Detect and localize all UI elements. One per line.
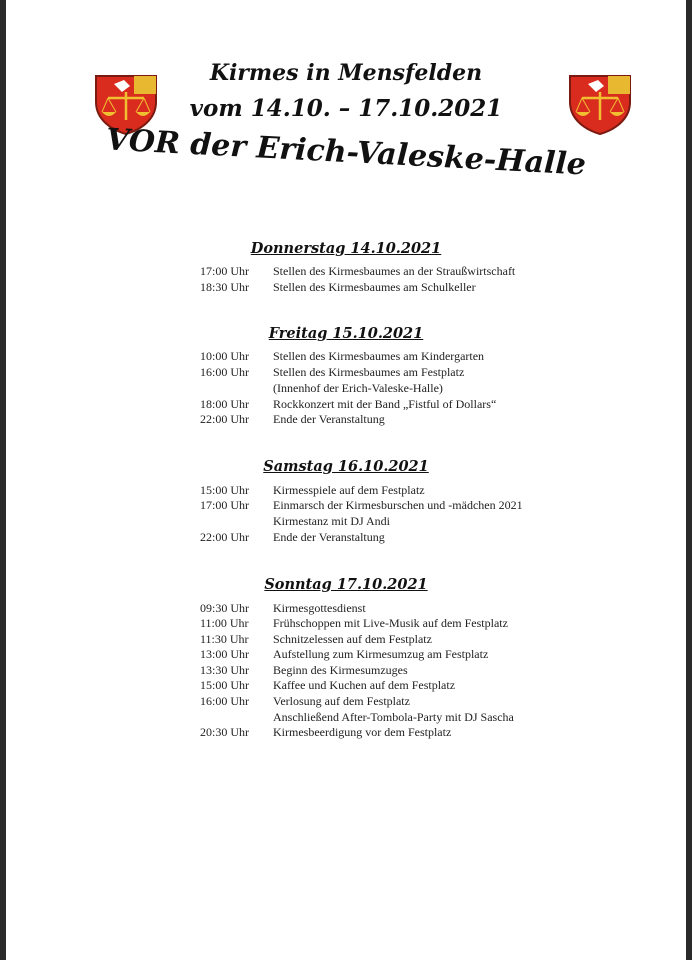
schedule-row	[6, 513, 686, 529]
schedule-time: 17:00 Uhr	[200, 264, 249, 278]
day-heading-friday: Freitag 15.10.2021	[268, 325, 424, 342]
schedule-text: Stellen des Kirmesbaumes am Kindergarten	[273, 349, 485, 363]
schedule-text: (Innenhof der Erich-Valeske-Halle)	[273, 381, 443, 395]
schedule-row	[6, 615, 686, 631]
schedule-text: Rockkonzert mit der Band „Fistful of Dollars“	[273, 397, 497, 411]
schedule-text: Verlosung auf dem Festplatz	[273, 694, 410, 708]
schedule-text: Anschließend After-Tombola-Party mit DJ Sascha	[273, 710, 514, 724]
schedule-row	[6, 279, 686, 295]
schedule-row	[6, 693, 686, 709]
title-line-2: vom 14.10. – 17.10.2021	[189, 95, 503, 122]
schedule-text: Einmarsch der Kirmesburschen und -mädchen 2021	[273, 498, 523, 512]
schedule-row	[6, 709, 686, 725]
schedule-text: Ende der Veranstaltung	[273, 530, 385, 544]
schedule-row	[6, 364, 686, 380]
schedule-time: 15:00 Uhr	[200, 483, 249, 497]
schedule-text: Beginn des Kirmesumzuges	[273, 663, 408, 677]
schedule-time: 16:00 Uhr	[200, 365, 249, 379]
schedule-row	[6, 380, 686, 396]
schedule-time: 13:30 Uhr	[200, 663, 249, 677]
schedule-time: 13:00 Uhr	[200, 647, 249, 661]
schedule-time: 18:00 Uhr	[200, 397, 249, 411]
flyer-page	[6, 0, 686, 960]
schedule-time: 15:00 Uhr	[200, 678, 249, 692]
day-heading-thursday: Donnerstag 14.10.2021	[250, 240, 442, 257]
day-heading-sunday: Sonntag 17.10.2021	[264, 576, 428, 593]
schedule-text: Ende der Veranstaltung	[273, 412, 385, 426]
schedule-row	[6, 662, 686, 678]
title-line-1: Kirmes in Mensfelden	[209, 60, 483, 86]
schedule-time: 11:00 Uhr	[200, 616, 249, 630]
day-heading-saturday: Samstag 16.10.2021	[263, 458, 429, 475]
schedule-text: Aufstellung zum Kirmesumzug am Festplatz	[273, 647, 489, 661]
schedule-time: 16:00 Uhr	[200, 694, 249, 708]
schedule-row	[6, 411, 686, 427]
schedule-time: 18:30 Uhr	[200, 280, 249, 294]
schedule-row	[6, 724, 686, 740]
schedule-time: 20:30 Uhr	[200, 725, 249, 739]
schedule-row	[6, 677, 686, 693]
schedule-time: 09:30 Uhr	[200, 601, 249, 615]
schedule-text: Kaffee und Kuchen auf dem Festplatz	[273, 678, 456, 692]
schedule-row	[6, 482, 686, 498]
schedule-row	[6, 631, 686, 647]
schedule-text: Kirmesbeerdigung vor dem Festplatz	[273, 725, 452, 739]
schedule-row	[6, 396, 686, 412]
schedule-text: Frühschoppen mit Live-Musik auf dem Festplatz	[273, 616, 508, 630]
schedule-row	[6, 263, 686, 279]
schedule-time: 22:00 Uhr	[200, 530, 249, 544]
schedule-text: Kirmestanz mit DJ Andi	[273, 514, 390, 528]
schedule-row	[6, 348, 686, 364]
title-line-3: VOR der Erich-Valeske-Halle	[105, 122, 587, 183]
schedule-text: Schnitzelessen auf dem Festplatz	[273, 632, 432, 646]
schedule-time: 10:00 Uhr	[200, 349, 249, 363]
schedule-text: Kirmesspiele auf dem Festplatz	[273, 483, 425, 497]
schedule-time: 11:30 Uhr	[200, 632, 249, 646]
schedule-text: Kirmesgottesdienst	[273, 601, 366, 615]
schedule-time: 22:00 Uhr	[200, 412, 249, 426]
schedule-time: 17:00 Uhr	[200, 498, 249, 512]
schedule-text: Stellen des Kirmesbaumes am Festplatz	[273, 365, 465, 379]
schedule-row	[6, 497, 686, 513]
schedule-row	[6, 646, 686, 662]
schedule-row	[6, 529, 686, 545]
schedule-text: Stellen des Kirmesbaumes am Schulkeller	[273, 280, 476, 294]
schedule-row	[6, 600, 686, 616]
schedule-text: Stellen des Kirmesbaumes an der Straußwirtschaft	[273, 264, 516, 278]
